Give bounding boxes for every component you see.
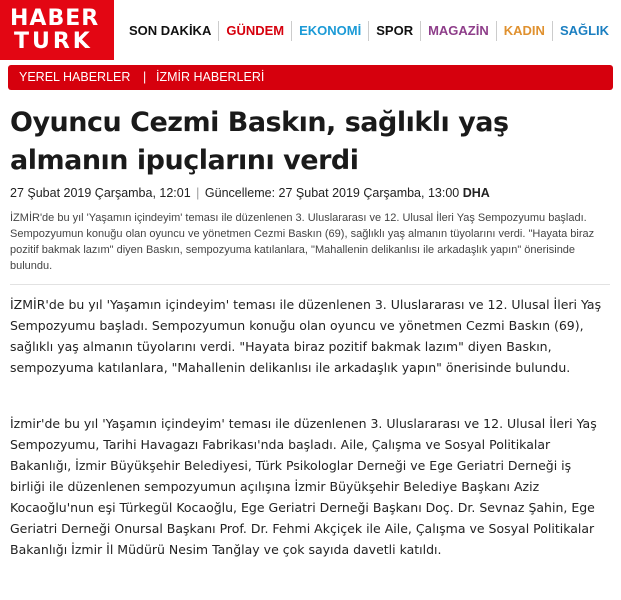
breadcrumb-izmir-haberleri[interactable]: İZMİR HABERLERİ [156,70,265,84]
main-nav [122,0,616,62]
breadcrumb-yerel-haberler[interactable]: YEREL HABERLER [19,70,131,84]
article-paragraph-1: İZMİR'de bu yıl 'Yaşamın içindeyim' teması ile düzenlenen 3. Uluslararası ve 12. Ulusal İleri Yaş Sempozyumu başladı. Sempozyumun konuğu olan oyuncu ve yönetmen Cezmi Baskın (69), sağlıklı yaş almanın tüyolarını verdi. "Hayata biraz pozitif bakmak lazım" diyen Baskın, sempozyuma katılanlara, "Mahallenin delikanlısı ile arkadaşlık yapın" önerisinde bulundu. [10,297,602,375]
nav-saglik[interactable]: SAĞLIK [559,23,610,38]
nav-kadin[interactable]: KADIN [497,21,553,41]
source-agency[interactable]: DHA [462,186,490,200]
update-date: Güncelleme: 27 Şubat 2019 Çarşamba, 13:00 [204,186,460,200]
nav-gundem[interactable]: GÜNDEM [219,21,292,41]
meta-separator: | [196,186,200,200]
nav-spor[interactable]: SPOR [369,21,421,41]
breadcrumb-separator: | [143,70,147,84]
article-paragraph-2: İzmir'de bu yıl 'Yaşamın içindeyim' teması ile düzenlenen 3. Uluslararası ve 12. Ulusal İleri Yaş Sempozyumu, Tarihi Havagazı Fabrikası'nda başladı. Aile, Çalışma ve Sosyal Politikalar Bakanlığı, İzmir Büyükşehir Belediyesi, Türk Psikologlar Derneği ve Ege Geriatri Derneği iş birliği ile düzenlenen sempozyumun açılışına İzmir Büyükşehir Belediye Başkanı Aziz Kocaoğlu'nun eşi Türkegül Kocaoğlu, Ege Geriatri Derneği Başkanı Doç. Dr. Sevnaz Şahin, Ege Geriatri Derneği Onursal Başkanı Prof. Dr. Fehmi Akçiçek ile Aile, Çalışma ve Sosyal Politikalar Bakanlığı İzmir İl Müdürü Nesim Tanğlay ve çok sayıda davetli katıldı. [10,416,597,557]
article-summary: İZMİR'de bu yıl 'Yaşamın içindeyim' teması ile düzenlenen 3. Uluslararası ve 12. Ulusal İleri Yaş Sempozyumu başladı. Sempozyumun konuğu olan oyuncu ve yönetmen Cezmi Baskın (69), sağlıklı yaş almanın tüyolarını verdi. "Hayata biraz pozitif bakmak lazım" diyen Baskın, sempozyuma katılanlara, "Mahallenin delikanlısı ile arkadaşlık yapın" önerisinde bulundu. [10,212,595,272]
logo-line-1: HABER [10,6,100,31]
publish-date: 27 Şubat 2019 Çarşamba, 12:01 [10,186,191,200]
haberturk-logo[interactable] [0,0,114,60]
article-meta [10,186,490,200]
nav-magazin[interactable]: MAGAZİN [421,21,497,41]
nav-ekonomi[interactable]: EKONOMİ [292,21,369,41]
nav-son-dakika[interactable]: SON DAKİKA [122,21,219,41]
site-header [0,0,621,62]
divider [10,284,610,285]
breadcrumb [8,65,613,90]
article-title: Oyuncu Cezmi Baskın, sağlıklı yaş almanın ipuçlarını verdi [10,107,509,176]
logo-line-2: TURK [14,29,93,54]
